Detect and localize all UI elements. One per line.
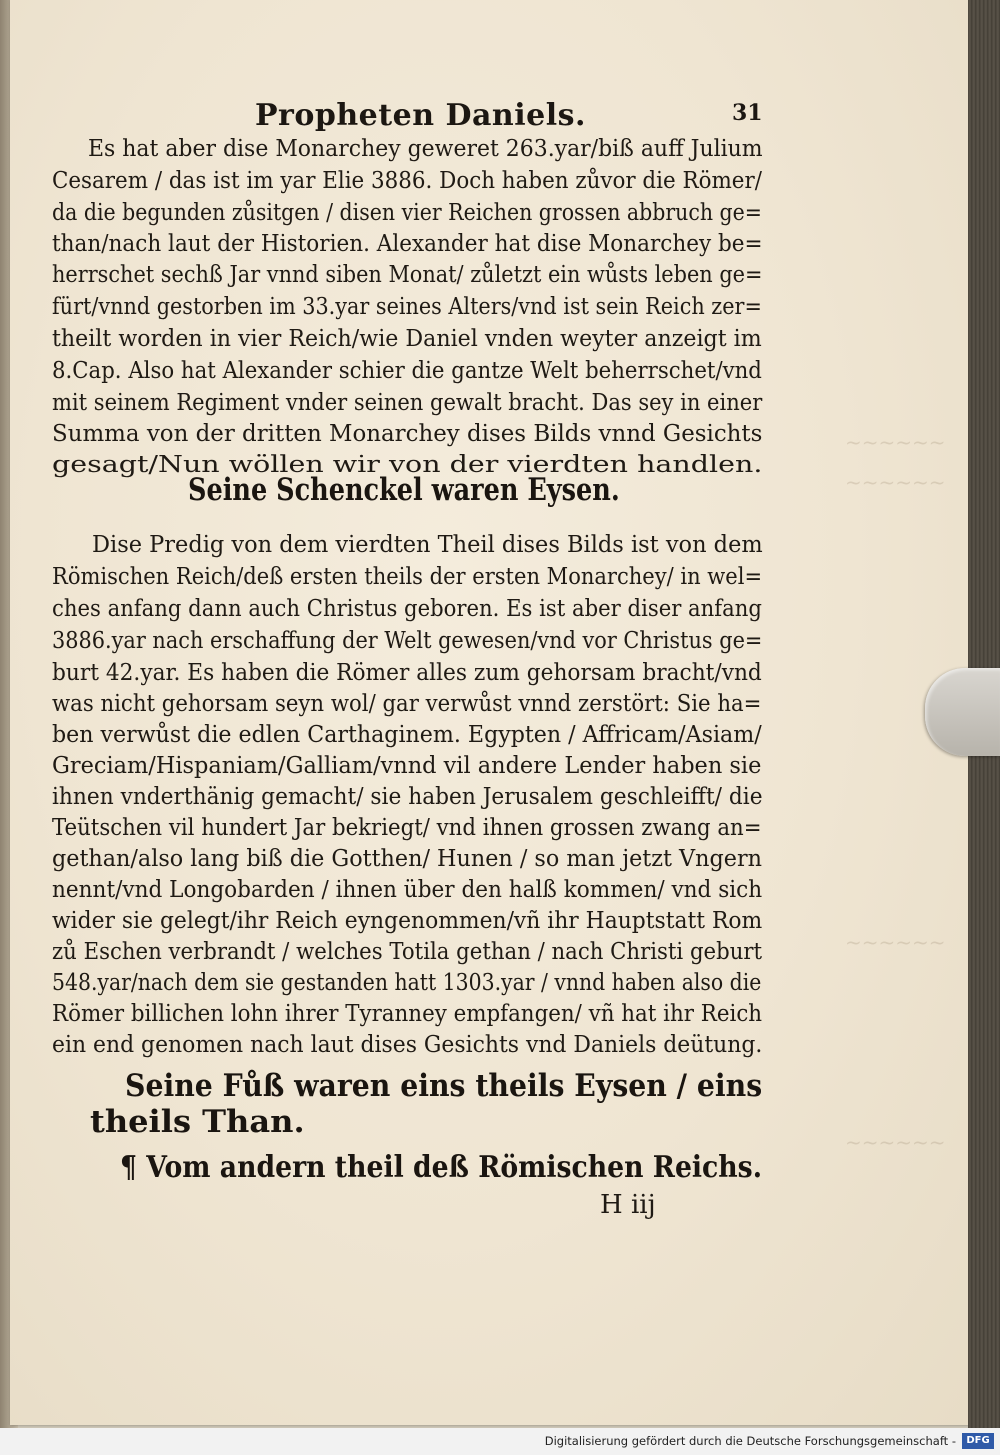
running-head: Propheten Daniels. — [255, 98, 586, 133]
section-heading: Seine Schenckel waren Eysen. — [188, 472, 620, 508]
folio-number: 31 — [732, 100, 763, 126]
text-line: Greciam/Hispaniam/Galliam/vnnd vil andere Lender haben sie — [52, 753, 762, 779]
text-line: was nicht gehorsam seyn wol/ gar verwůst vnnd zerstört: Sie ha= — [52, 691, 762, 717]
text-line: zů Eschen verbrandt / welches Totila gethan / nach Christi geburt — [52, 939, 763, 965]
text-line: ihnen vnderthänig gemacht/ sie haben Jerusalem geschleifft/ die — [52, 784, 763, 810]
text-line: 3886.yar nach erschaffung der Welt gewesen/vnd vor Christus ge= — [52, 628, 763, 654]
book-page — [10, 0, 968, 1425]
text-line: Teütschen vil hundert Jar bekriegt/ vnd ihnen grossen zwang an= — [52, 815, 762, 841]
text-line: Summa von der dritten Monarchey dises Bilds vnnd Gesichts — [52, 421, 763, 447]
text-line: Römischen Reich/deß ersten theils der ersten Monarchey/ in wel= — [52, 564, 763, 590]
section-heading: Seine Fůß waren eins theils Eysen / eins — [125, 1068, 763, 1104]
show-through-text: ~~~~~~ — [845, 430, 946, 454]
text-line: ein end genomen nach laut dises Gesichts vnd Daniels deütung. — [52, 1032, 763, 1058]
text-line: herrschet sechß Jar vnnd siben Monat/ zůletzt ein wůsts leben ge= — [52, 262, 763, 288]
signature-mark: H iij — [600, 1190, 656, 1220]
text-line: gethan/also lang biß die Gotthen/ Hunen / so man jetzt Vngern — [52, 846, 762, 872]
text-line: Dise Predig von dem vierdten Theil dises Bilds ist von dem — [92, 532, 763, 558]
text-line: nennt/vnd Longobarden / ihnen über den halß kommen/ vnd sich — [52, 877, 763, 903]
text-line: Cesarem / das ist im yar Elie 3886. Doch haben zůvor die Römer/ — [52, 168, 762, 194]
show-through-text: ~~~~~~ — [845, 1130, 946, 1154]
text-line: theilt worden in vier Reich/wie Daniel vnden weyter anzeigt im — [52, 326, 762, 352]
funding-notice: Digitalisierung gefördert durch die Deutsche Forschungsgemeinschaft - — [544, 1434, 956, 1448]
book-clasp — [925, 668, 1000, 756]
text-line: ches anfang dann auch Christus geboren. Es ist aber diser anfang — [52, 596, 762, 622]
text-line: than/nach laut der Historien. Alexander hat dise Monarchey be= — [52, 231, 763, 257]
text-line: wider sie gelegt/ihr Reich eyngenommen/vñ ihr Hauptstatt Rom — [52, 908, 763, 934]
text-line: 548.yar/nach dem sie gestanden hatt 1303.yar / vnnd haben also die — [52, 970, 762, 996]
text-line: gesagt/Nun wöllen wir von der vierdten handlen. — [52, 452, 763, 478]
text-line: 8.Cap. Also hat Alexander schier die gantze Welt beherrschet/vnd — [52, 358, 762, 384]
show-through-text: ~~~~~~ — [845, 930, 946, 954]
text-line: da die begunden zůsitgen / disen vier Reichen grossen abbruch ge= — [52, 200, 762, 226]
text-line: Es hat aber dise Monarchey gewеret 263.yar/biß auff Julium — [88, 136, 763, 162]
section-heading: theils Than. — [90, 1104, 305, 1140]
text-line: fürt/vnnd gestorben im 33.yar seines Alters/vnd ist sein Reich zer= — [52, 294, 762, 320]
show-through-text: ~~~~~~ — [845, 470, 946, 494]
text-line: burt 42.yar. Es haben die Römer alles zum gehorsam bracht/vnd — [52, 660, 762, 686]
section-heading: ¶ Vom andern theil deß Römischen Reichs. — [120, 1150, 762, 1185]
text-line: ben verwůst die edlen Carthaginem. Egypten / Affricam/Asiam/ — [52, 722, 762, 748]
footer-bar — [0, 1428, 1000, 1455]
text-line: Römer billichen lohn ihrer Tyranney empfangen/ vñ hat ihr Reich — [52, 1001, 763, 1027]
dfg-logo-icon: DFG — [962, 1433, 994, 1449]
text-line: mit seinem Regiment vnder seinen gewalt bracht. Das sey in einer — [52, 390, 763, 416]
